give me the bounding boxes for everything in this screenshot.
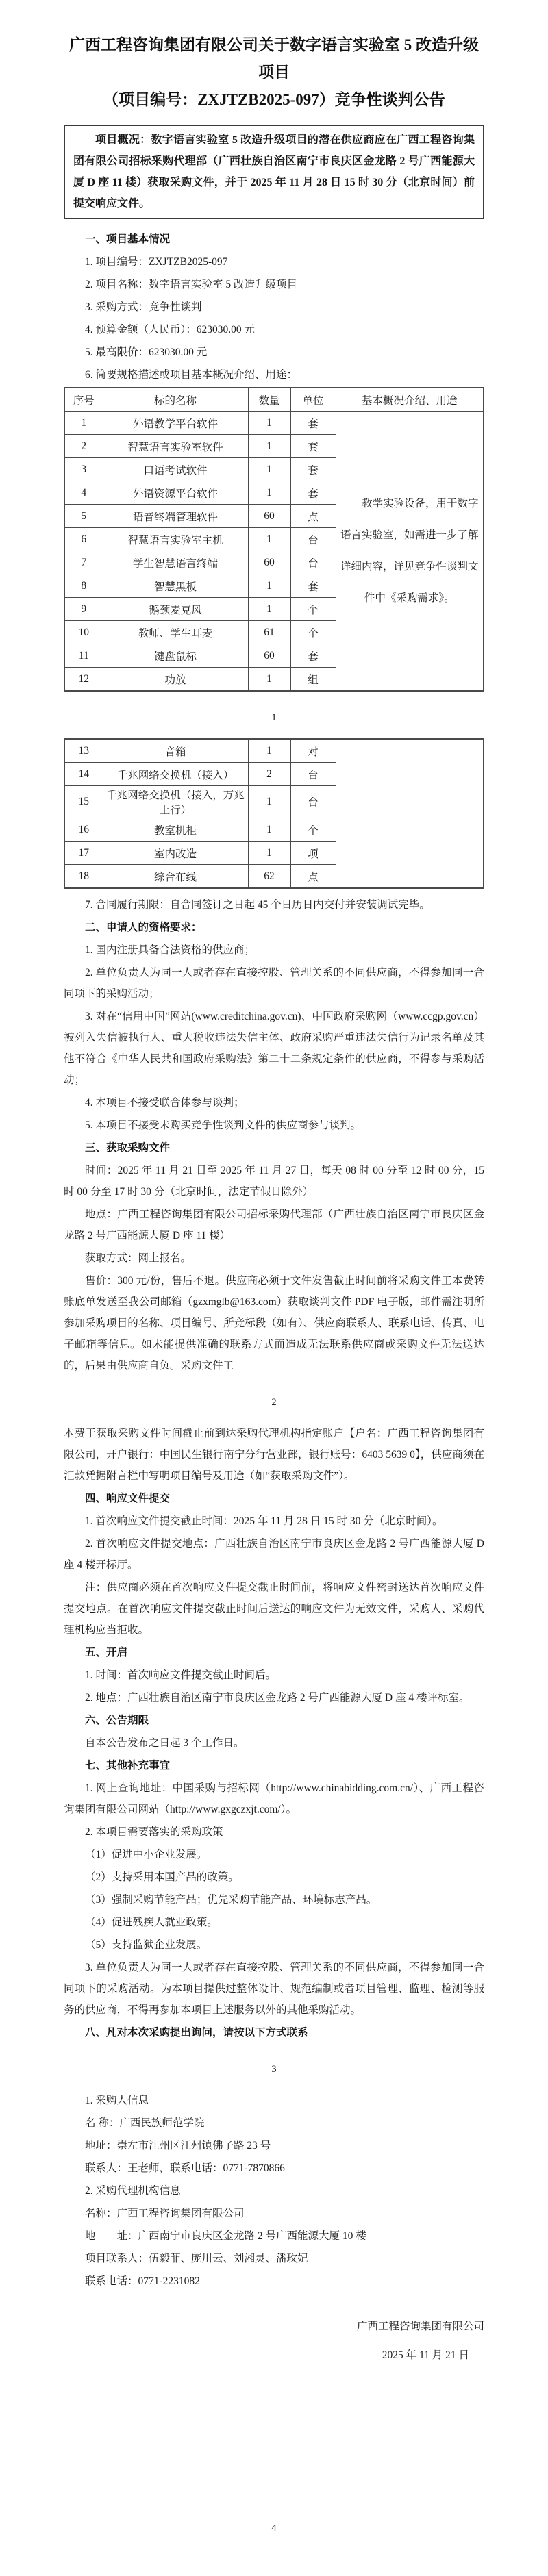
col-desc: 基本概况介绍、用途 (336, 388, 484, 412)
table-cell: 17 (64, 842, 103, 865)
paragraph: 5. 本项目不接受未购买竞争性谈判文件的供应商参与谈判。 (85, 1120, 362, 1131)
table-cell: 2 (64, 435, 103, 458)
items-table-page2 (64, 738, 484, 889)
table-cell: 4 (64, 481, 103, 505)
table-cell: 1 (248, 574, 290, 598)
table-cell: 套 (290, 435, 336, 458)
table-cell: 11 (64, 644, 103, 668)
table-cell: 综合布线 (103, 865, 248, 889)
page-number-1: 1 (271, 712, 277, 723)
paragraph: 时间：2025 年 11 月 21 日至 2025 年 11 月 27 日，每天 08 时 00 分至 12 时 00 分，15 时 00 分至 17 时 30 分（北京时间，法定节假日除外） (64, 1165, 484, 1198)
paragraph: 获取方式：网上报名。 (85, 1252, 192, 1264)
table-cell: 13 (64, 739, 103, 763)
paragraph: 1. 时间：首次响应文件提交截止时间后。 (85, 1669, 277, 1681)
table-cell: 教师、学生耳麦 (103, 621, 248, 644)
paragraph: 3. 对在“信用中国”网站(www.creditchina.gov.cn)、中国政府采购网（www.ccgp.gov.cn）被列入失信被执行人、重大税收违法失信主体、政府采购严重违法失信行为记录名单及其他不符合《中华人民共和国政府采购法》第二十二条规定条件的供应商，不得参与采购活动； (64, 1011, 484, 1086)
paragraph: （1）促进中小企业发展。 (85, 1849, 208, 1860)
paragraph: 2. 项目名称：数字语言实验室 5 改造升级项目 (85, 279, 298, 290)
paragraph: 6. 简要规格描述或项目基本概况介绍、用途： (85, 369, 298, 381)
table-cell: 60 (248, 551, 290, 574)
table-cell: 1 (248, 435, 290, 458)
table-cell: 套 (290, 644, 336, 668)
project-overview-box (64, 125, 484, 219)
table-cell: 1 (64, 412, 103, 435)
table-cell: 1 (248, 842, 290, 865)
table-cell: 1 (248, 668, 290, 692)
section-submission-and-policies (64, 1423, 484, 2043)
table-description-cell: 教学实验设备，用于数字语言实验室，如需进一步了解详细内容，详见竞争性谈判文件中《采购需求》。 (336, 412, 484, 692)
table-cell: 1 (248, 412, 290, 435)
paragraph: 3. 单位负责人为同一人或者存在直接控股、管理关系的不同供应商，不得参加同一合同项下的采购活动。为本项目提供过整体设计、规范编制或者项目管理、监理、检测等服务的供应商，不得再参加本项目上述服务以外的其他采购活动。 (64, 1962, 484, 2016)
paragraph: 1. 网上查询地址：中国采购与招标网（http://www.chinabidding.com.cn/）、广西工程咨询集团有限公司网站（http://www.gxgczxjt.com/）。 (64, 1782, 484, 1815)
paragraph: 项目联系人：伍毅菲、庞川云、刘湘灵、潘玫妃 (85, 2253, 308, 2264)
paragraph: 5. 最高限价：623030.00 元 (85, 346, 208, 358)
table-cell: 台 (290, 551, 336, 574)
title-line-1: 广西工程咨询集团有限公司关于数字语言实验室 5 改造升级项目 (69, 36, 479, 81)
paragraph: 联系人：王老师，联系电话：0771-7870866 (85, 2162, 285, 2174)
paragraph: 注：供应商必须在首次响应文件提交截止时间前，将响应文件密封送达首次响应文件提交地点。在首次响应文件提交截止时间后送达的响应文件为无效文件，采购人、采购代理机构应当拒收。 (64, 1582, 484, 1636)
paragraph: 2. 本项目需要落实的采购政策 (85, 1826, 223, 1838)
table-cell: 教室机柜 (103, 818, 248, 842)
paragraph: 本费于获取采购文件时间截止前到达采购代理机构指定账户【户名：广西工程咨询集团有限公司，开户银行：中国民生银行南宁分行营业部，银行账号：6403 5639 0】，供应商须在汇款凭据附言栏中写明项目编号及用途（如“获取采购文件”）。 (64, 1428, 484, 1482)
table-cell: 外语教学平台软件 (103, 412, 248, 435)
signature-date: 2025 年 11 月 21 日 (382, 2349, 469, 2361)
table-cell: 组 (290, 668, 336, 692)
paragraph: （5）支持监狱企业发展。 (85, 1939, 208, 1951)
items-table-page1 (64, 387, 484, 692)
col-unit: 单位 (290, 388, 336, 412)
paragraph: 2. 地点：广西壮族自治区南宁市良庆区金龙路 2 号广西能源大厦 D 座 4 楼评标室。 (85, 1692, 470, 1704)
table-cell: 套 (290, 412, 336, 435)
table-cell: 1 (248, 818, 290, 842)
col-qty: 数量 (248, 388, 290, 412)
paragraph: 4. 本项目不接受联合体参与谈判； (85, 1097, 245, 1109)
table-cell: 1 (248, 786, 290, 818)
signature-block (64, 2312, 484, 2370)
table-cell: 12 (64, 668, 103, 692)
section-heading: 五、开启 (85, 1647, 128, 1658)
table-cell: 3 (64, 458, 103, 481)
table-cell: 个 (290, 598, 336, 621)
table-cell: 6 (64, 528, 103, 551)
paragraph: 自本公告发布之日起 3 个工作日。 (85, 1737, 245, 1749)
paragraph: 1. 首次响应文件提交截止时间：2025 年 11 月 28 日 15 时 30 分（北京时间）。 (85, 1515, 443, 1527)
table-cell: 套 (290, 458, 336, 481)
section-heading: 八、凡对本次采购提出询问，请按以下方式联系 (85, 2027, 308, 2038)
paragraph: 2. 采购代理机构信息 (85, 2185, 181, 2197)
table-cell: 15 (64, 786, 103, 818)
paragraph: 地点：广西工程咨询集团有限公司招标采购代理部（广西壮族自治区南宁市良庆区金龙路 2 号广西能源大厦 D 座 11 楼） (64, 1209, 484, 1241)
table-cell: 功放 (103, 668, 248, 692)
table-cell: 点 (290, 505, 336, 528)
page-number-3: 3 (271, 2064, 277, 2075)
signature-company: 广西工程咨询集团有限公司 (356, 2321, 484, 2332)
paragraph: 1. 项目编号：ZXJTZB2025-097 (85, 256, 228, 268)
paragraph: 地址：崇左市江州区江州镇佛子路 23 号 (85, 2140, 271, 2151)
section-heading: 四、响应文件提交 (85, 1493, 171, 1504)
table-cell: 键盘鼠标 (103, 644, 248, 668)
page-number-4: 4 (271, 2523, 277, 2534)
table-cell: 学生智慧语言终端 (103, 551, 248, 574)
table-cell: 62 (248, 865, 290, 889)
document-title (64, 31, 484, 114)
paragraph: （3）强制采购节能产品；优先采购节能产品、环境标志产品。 (85, 1894, 377, 1906)
project-overview-text: 项目概况：数字语言实验室 5 改造升级项目的潜在供应商应在广西工程咨询集团有限公司招标采购代理部（广西壮族自治区南宁市良庆区金龙路 2 号广西能源大厦 D 座 11 楼）获取采购文件，并于 2025 年 11 月 28 日 15 时 30 分（北京时间）前提交响应文件。 (73, 134, 475, 210)
paragraph: 7. 合同履行期限：自合同签订之日起 45 个日历日内交付并安装调试完毕。 (85, 899, 430, 911)
table-cell: 60 (248, 644, 290, 668)
table-cell: 个 (290, 818, 336, 842)
paragraph: （4）促进残疾人就业政策。 (85, 1917, 218, 1928)
table-row (64, 739, 484, 763)
paragraph: 2. 单位负责人为同一人或者存在直接控股、管理关系的不同供应商，不得参加同一合同项下的采购活动； (64, 967, 484, 1000)
section-heading: 六、公告期限 (85, 1715, 149, 1726)
paragraph: 名称：广西工程咨询集团有限公司 (85, 2208, 245, 2219)
table-description-cell (336, 739, 484, 888)
section-basic-info (64, 229, 484, 386)
col-seq: 序号 (64, 388, 103, 412)
table-cell: 9 (64, 598, 103, 621)
section-contact-info (64, 2090, 484, 2292)
table-cell: 1 (248, 458, 290, 481)
table-cell: 8 (64, 574, 103, 598)
paragraph: 2. 首次响应文件提交地点：广西壮族自治区南宁市良庆区金龙路 2 号广西能源大厦 D 座 4 楼开标厅。 (64, 1538, 484, 1571)
table-cell: 鹅颈麦克风 (103, 598, 248, 621)
table-cell: 智慧语言实验室软件 (103, 435, 248, 458)
section-heading: 七、其他补充事宜 (85, 1760, 171, 1771)
table-cell: 智慧语言实验室主机 (103, 528, 248, 551)
table-cell: 18 (64, 865, 103, 889)
table-cell: 1 (248, 598, 290, 621)
table-cell: 套 (290, 574, 336, 598)
table-cell: 音箱 (103, 739, 248, 763)
table-cell: 对 (290, 739, 336, 763)
table-cell: 口语考试软件 (103, 458, 248, 481)
page-number-2: 2 (271, 1397, 277, 1408)
table-cell: 16 (64, 818, 103, 842)
table-cell: 套 (290, 481, 336, 505)
table-cell: 14 (64, 763, 103, 786)
table-cell: 语音终端管理软件 (103, 505, 248, 528)
paragraph: 地 址：广西南宁市良庆区金龙路 2 号广西能源大厦 10 楼 (85, 2230, 366, 2242)
paragraph: 1. 采购人信息 (85, 2095, 149, 2106)
section-heading: 一、项目基本情况 (85, 233, 171, 245)
table-cell: 5 (64, 505, 103, 528)
paragraph: 1. 国内注册具备合法资格的供应商； (85, 944, 256, 956)
paragraph: 3. 采购方式：竞争性谈判 (85, 301, 202, 313)
table-cell: 台 (290, 786, 336, 818)
section-contract-and-qualification (64, 894, 484, 1376)
table-cell: 60 (248, 505, 290, 528)
col-item-name: 标的名称 (103, 388, 248, 412)
table-cell: 台 (290, 528, 336, 551)
table-cell: 台 (290, 763, 336, 786)
table-cell: 7 (64, 551, 103, 574)
table-cell: 外语资源平台软件 (103, 481, 248, 505)
table-cell: 室内改造 (103, 842, 248, 865)
paragraph: 联系电话：0771-2231082 (85, 2275, 200, 2287)
table-cell: 10 (64, 621, 103, 644)
table-cell: 千兆网络交换机（接入，万兆上行） (103, 786, 248, 818)
table-cell: 1 (248, 481, 290, 505)
table-cell: 点 (290, 865, 336, 889)
paragraph: （2）支持采用本国产品的政策。 (85, 1871, 239, 1883)
section-heading: 三、获取采购文件 (85, 1142, 171, 1154)
table-cell: 千兆网络交换机（接入） (103, 763, 248, 786)
table-cell: 1 (248, 739, 290, 763)
table-header-row (64, 388, 484, 412)
table-cell: 1 (248, 528, 290, 551)
title-line-2: （项目编号：ZXJTZB2025-097）竞争性谈判公告 (103, 91, 445, 108)
paragraph: 4. 预算金额（人民币）：623030.00 元 (85, 324, 256, 336)
paragraph: 名 称：广西民族师范学院 (85, 2117, 205, 2129)
table-cell: 61 (248, 621, 290, 644)
section-heading: 二、申请人的资格要求： (85, 922, 202, 933)
table-cell: 个 (290, 621, 336, 644)
table-cell: 智慧黑板 (103, 574, 248, 598)
paragraph: 售价：300 元/份，售后不退。供应商必须于文件发售截止时间前将采购文件工本费转账底单发送至我公司邮箱（gzxmglb@163.com）获取谈判文件 PDF 电子版，邮件需注明所参加采购项目的名称、项目编号、所竞标段（如有）、供应商联系人、联系电话、传真、电子邮箱等信息。如未能提供准确的联系方式而造成无法联系供应商或采购文件无法送达的，后果由供应商自负。采购文件工 (64, 1275, 484, 1372)
table-cell: 2 (248, 763, 290, 786)
table-row (64, 412, 484, 435)
table-cell: 项 (290, 842, 336, 865)
